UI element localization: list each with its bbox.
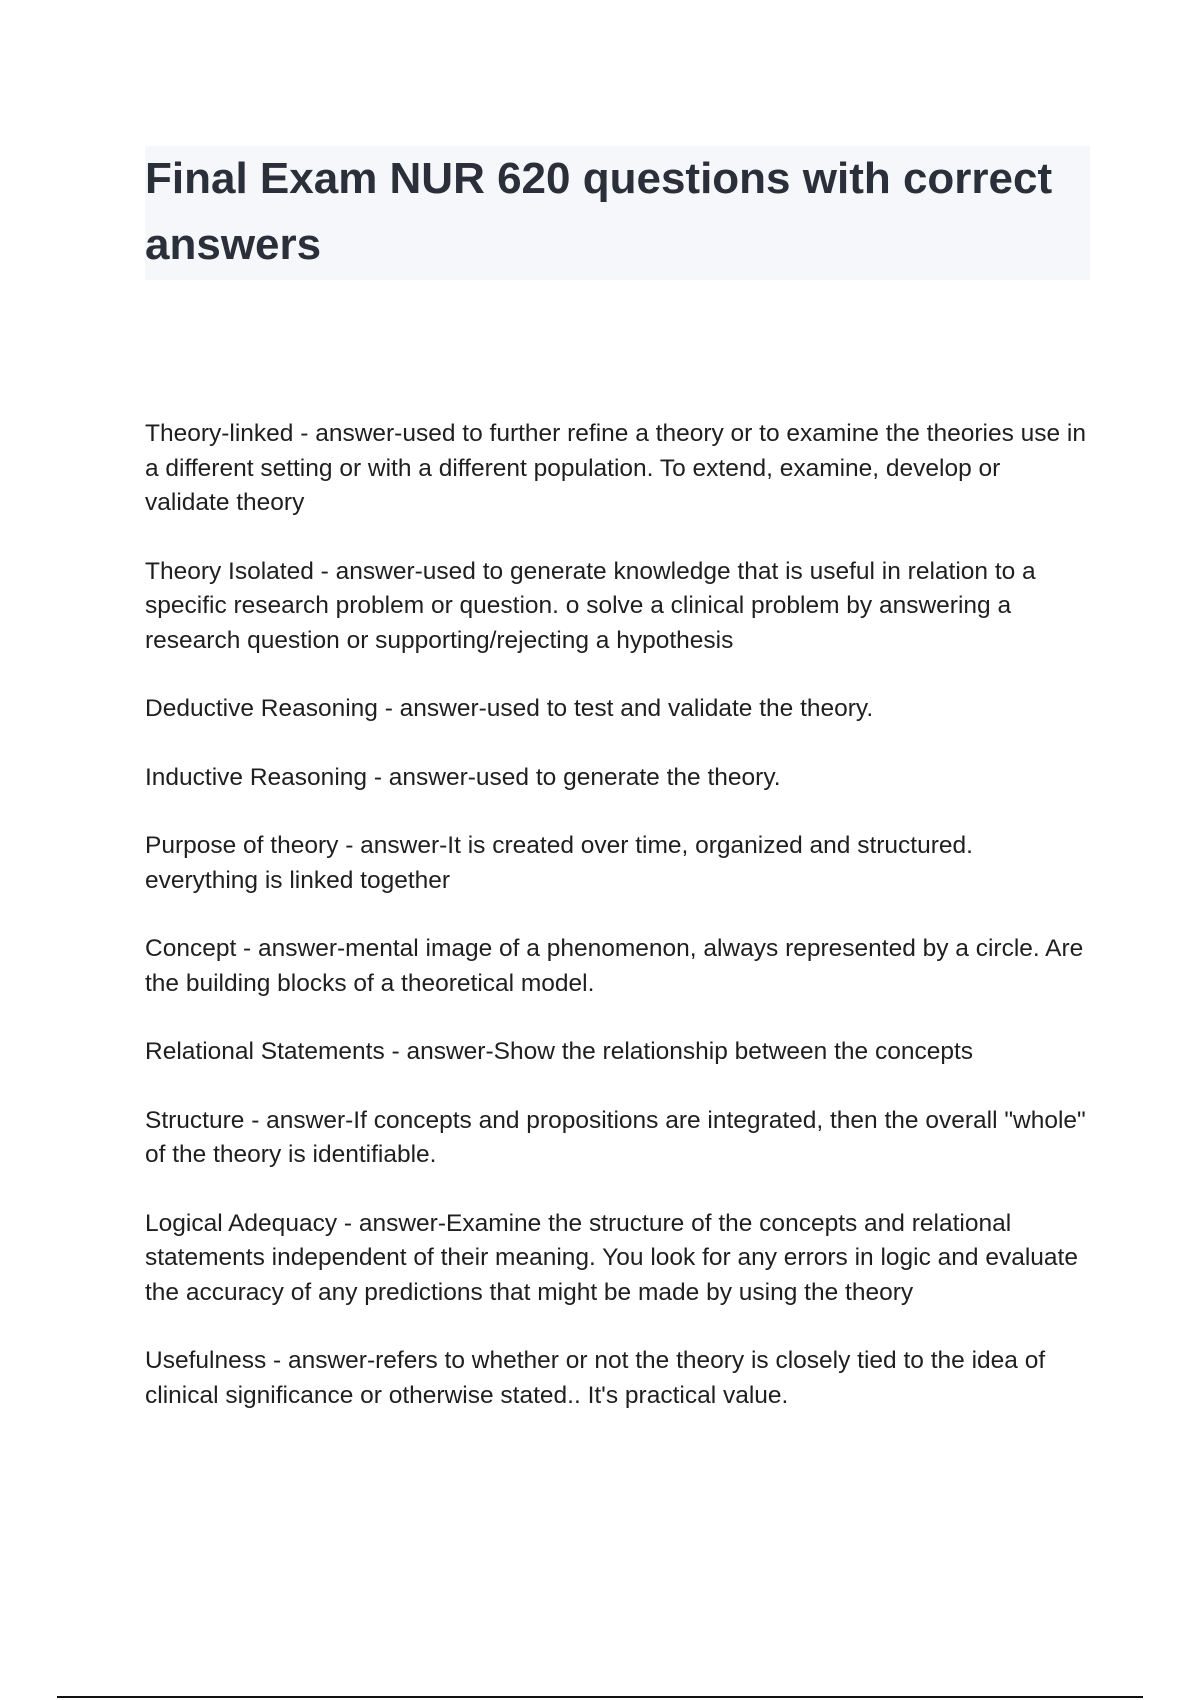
qa-item: Relational Statements - answer-Show the relationship between the concepts: [145, 1038, 974, 1065]
qa-item: Deductive Reasoning - answer-used to test and validate the theory.: [145, 695, 874, 722]
qa-item: Logical Adequacy - answer-Examine the structure of the concepts and relational statements independent of their meaning. You look for any errors in logic and evaluate the accuracy of any predictions that might be made by using the theory: [145, 1209, 1078, 1306]
qa-item: Inductive Reasoning - answer-used to generate the theory.: [145, 763, 781, 791]
qa-item: Usefulness - answer-refers to whether or not the theory is closely tied to the idea of clinical significance or otherwise stated.. It's practical value.: [145, 1347, 1046, 1409]
title-block: [145, 146, 1090, 280]
qa-item: Purpose of theory - answer-It is created over time, organized and structured. everything is linked together: [145, 832, 973, 894]
qa-item: Concept - answer-mental image of a phenomenon, always represented by a circle. Are the building blocks of a theoretical model.: [145, 935, 1084, 997]
qa-item: Theory Isolated - answer-used to generate knowledge that is useful in relation to a specific research problem or question. o solve a clinical problem by answering a research question or supporting/rejecting a hypothesis: [145, 557, 1036, 654]
qa-list: [145, 417, 1090, 1447]
page-bottom-divider: [57, 1696, 1143, 1698]
page-title: Final Exam NUR 620 questions with correct answers: [145, 154, 1053, 269]
qa-item: Structure - answer-If concepts and propositions are integrated, then the overall "whole" of the theory is identifiable.: [145, 1106, 1086, 1168]
qa-item: Theory-linked - answer-used to further refine a theory or to examine the theories use in a different setting or with a different population. To extend, examine, develop or validate theory: [145, 420, 1087, 516]
